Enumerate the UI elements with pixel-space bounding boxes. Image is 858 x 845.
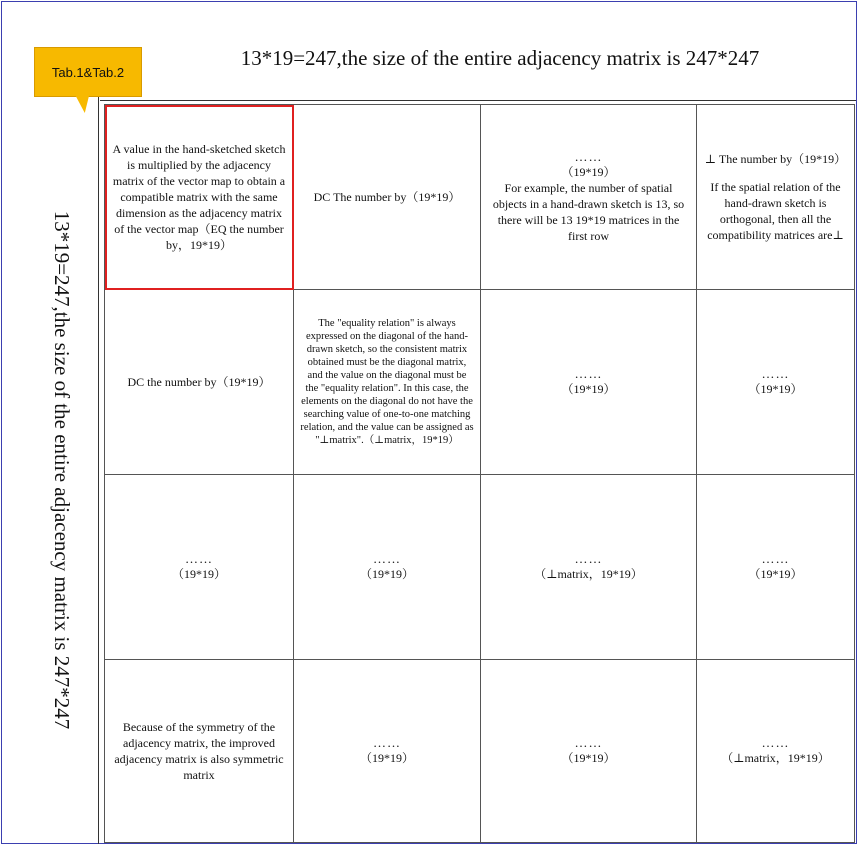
ellipsis: …… [373, 551, 401, 566]
ellipsis: …… [761, 366, 790, 381]
tab-callout: Tab.1&Tab.2 [34, 47, 142, 97]
side-title-text: 13*19=247,the size of the entire adjacency matrix is 247*247 [50, 210, 74, 730]
ellipsis: …… [761, 551, 790, 566]
cell-r3-c1 [294, 660, 481, 843]
cell-r2-c1 [294, 475, 481, 660]
cell-text: （19*19） [561, 382, 616, 396]
cell-text: （19*19） [748, 382, 803, 396]
cell-text: The "equality relation" is always expressed on the diagonal of the hand-drawn sketch, so the consistent matrix obtained must be the diagonal matrix, and the value on the diagonal must be the "equality relation". In this case, the elements on the diagonal do not have the searching value of one-to-one matching relation, and the value can be assigned as "⊥matrix".（⊥matrix，19*19） [300, 318, 474, 446]
matrix-grid [104, 104, 855, 843]
cell-text: Because of the symmetry of the adjacency matrix, the improved adjacency matrix is also symmetric matrix [114, 720, 284, 782]
left-divider [98, 52, 99, 844]
ellipsis: …… [574, 366, 603, 381]
cell-text: DC The number by（19*19） [313, 190, 461, 204]
cell-r0-c0 [105, 105, 294, 290]
cell-text: ⊥ The number by（19*19） [704, 152, 847, 166]
cell-text: （19*19） [359, 567, 414, 581]
cell-r0-c2 [481, 105, 697, 290]
ellipsis: …… [574, 149, 603, 164]
cell-text: For example, the number of spatial objects in a hand-drawn sketch is 13, so there will be 13 19*19 matrices in the first row [492, 181, 685, 243]
ellipsis: …… [185, 551, 213, 566]
ellipsis: …… [373, 735, 401, 750]
cell-r1-c2 [481, 290, 697, 475]
ellipsis: …… [761, 735, 790, 750]
cell-text: （19*19） [359, 751, 414, 765]
cell-r1-c3 [697, 290, 855, 475]
cell-text: （19*19） [561, 165, 616, 179]
cell-r3-c0 [105, 660, 294, 843]
cell-r2-c0 [105, 475, 294, 660]
cell-r0-c1 [294, 105, 481, 290]
cell-r2-c2 [481, 475, 697, 660]
top-divider [100, 100, 856, 101]
cell-r3-c3 [697, 660, 855, 843]
ellipsis: …… [574, 551, 603, 566]
ellipsis: …… [574, 735, 603, 750]
cell-r2-c3 [697, 475, 855, 660]
cell-text: A value in the hand-sketched sketch is multiplied by the adjacency matrix of the vector map to obtain a compatible matrix with the same dimension as the adjacency matrix of the vector map（EQ the number by，19*19） [112, 142, 286, 252]
cell-r1-c0 [105, 290, 294, 475]
matrix-size-title: 13*19=247,the size of the entire adjacency matrix is 247*247 [240, 46, 760, 70]
cell-text: If the spatial relation of the hand-drawn sketch is orthogonal, then all the compatibility matrices are⊥ [707, 180, 844, 242]
cell-r3-c2 [481, 660, 697, 843]
cell-text: （19*19） [748, 567, 803, 581]
cell-text: （19*19） [561, 751, 616, 765]
cell-r1-c1 [294, 290, 481, 475]
cell-text: （⊥matrix，19*19） [721, 751, 830, 765]
cell-text: （⊥matrix，19*19） [534, 567, 643, 581]
cell-r0-c3 [697, 105, 855, 290]
cell-text: DC the number by（19*19） [127, 375, 271, 389]
cell-text: （19*19） [171, 567, 226, 581]
